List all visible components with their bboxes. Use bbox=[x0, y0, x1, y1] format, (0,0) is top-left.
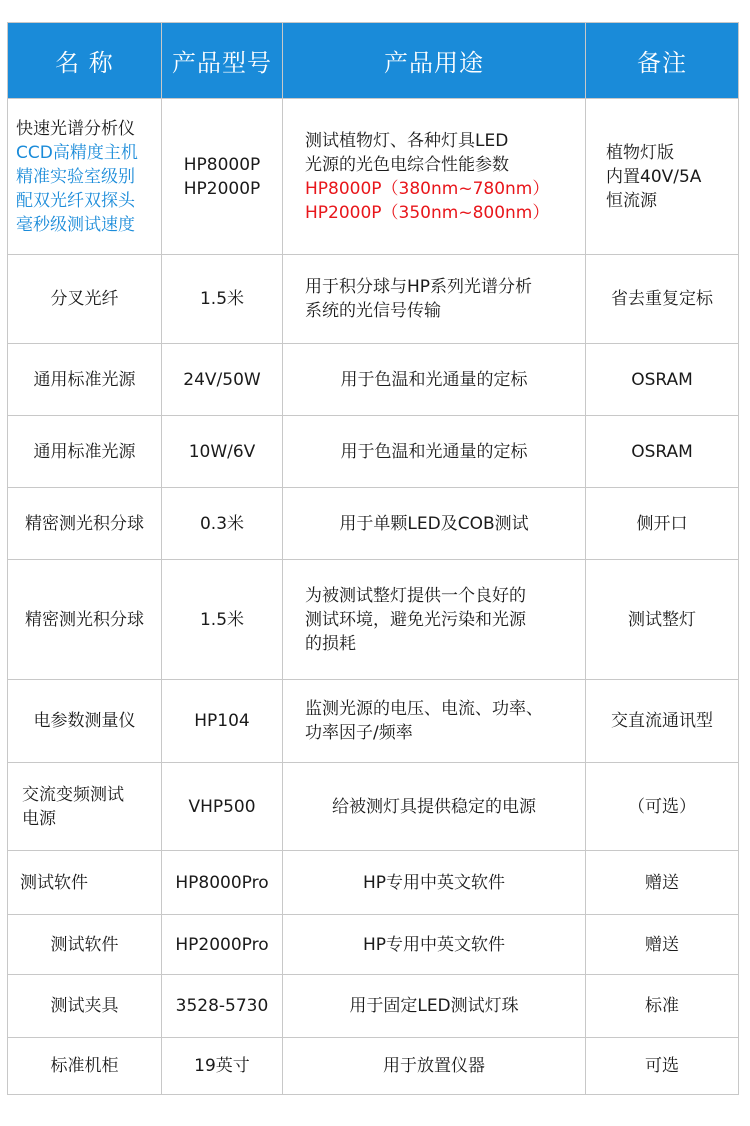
usage-line: 功率因子/频率 bbox=[305, 723, 413, 743]
product-table bbox=[7, 22, 739, 1095]
cell-name: 精密测光积分球 bbox=[8, 488, 162, 560]
cell-usage: HP专用中英文软件 bbox=[283, 915, 586, 975]
usage-line: 测试植物灯、各种灯具LED bbox=[305, 130, 509, 151]
note-line: 植物灯版 bbox=[606, 142, 674, 163]
cell-name: 通用标准光源 bbox=[8, 416, 162, 488]
header-name: 名 称 bbox=[8, 23, 162, 99]
usage-line: 光源的光色电综合性能参数 bbox=[305, 154, 509, 175]
table-row bbox=[8, 560, 739, 680]
cell-usage: 给被测灯具提供稳定的电源 bbox=[283, 763, 586, 851]
cell-name: 测试软件 bbox=[8, 851, 162, 915]
table-row bbox=[8, 255, 739, 344]
note-line: 内置40V/5A bbox=[606, 166, 702, 187]
table-row bbox=[8, 763, 739, 851]
table-row bbox=[8, 851, 739, 915]
cell-name: 标准机柜 bbox=[8, 1038, 162, 1095]
model-line: HP2000P bbox=[183, 178, 261, 199]
cell-model: 0.3米 bbox=[162, 488, 283, 560]
cell-note: 省去重复定标 bbox=[586, 255, 739, 344]
usage-line: 的损耗 bbox=[305, 633, 356, 654]
cell-note: 测试整灯 bbox=[586, 560, 739, 680]
cell-model bbox=[162, 99, 283, 255]
cell-name: 电参数测量仪 bbox=[8, 680, 162, 763]
cell-model: 3528-5730 bbox=[162, 975, 283, 1038]
cell-model: HP8000Pro bbox=[162, 851, 283, 915]
cell-model: HP2000Pro bbox=[162, 915, 283, 975]
header-model: 产品型号 bbox=[162, 23, 283, 99]
name-highlight-line: 毫秒级测试速度 bbox=[16, 214, 135, 235]
cell-name: 精密测光积分球 bbox=[8, 560, 162, 680]
usage-highlight-line: HP2000P（350nm~800nm） bbox=[305, 202, 550, 223]
header-usage: 产品用途 bbox=[283, 23, 586, 99]
model-line: HP8000P bbox=[183, 154, 261, 175]
cell-note: 赠送 bbox=[586, 915, 739, 975]
cell-name bbox=[8, 763, 162, 851]
cell-name: 测试软件 bbox=[8, 915, 162, 975]
table-row bbox=[8, 1038, 739, 1095]
name-highlight-line: 配双光纤双探头 bbox=[16, 190, 135, 211]
cell-note: 赠送 bbox=[586, 851, 739, 915]
cell-usage bbox=[283, 560, 586, 680]
name-highlight-line: CCD高精度主机 bbox=[16, 142, 138, 163]
cell-name: 测试夹具 bbox=[8, 975, 162, 1038]
header-note: 备注 bbox=[586, 23, 739, 99]
name-highlight-line: 精准实验室级别 bbox=[16, 166, 135, 187]
cell-note: OSRAM bbox=[586, 344, 739, 416]
table-row bbox=[8, 680, 739, 763]
cell-model: HP104 bbox=[162, 680, 283, 763]
usage-highlight-line: HP8000P（380nm~780nm） bbox=[305, 178, 550, 199]
cell-usage bbox=[283, 680, 586, 763]
cell-model: VHP500 bbox=[162, 763, 283, 851]
cell-name: 分叉光纤 bbox=[8, 255, 162, 344]
table-row bbox=[8, 416, 739, 488]
name-line: 电源 bbox=[22, 808, 56, 829]
table-row bbox=[8, 99, 739, 255]
note-line: 恒流源 bbox=[606, 190, 657, 211]
cell-note: 侧开口 bbox=[586, 488, 739, 560]
table-row bbox=[8, 344, 739, 416]
cell-usage: 用于单颗LED及COB测试 bbox=[283, 488, 586, 560]
name-line: 交流变频测试 bbox=[22, 784, 124, 805]
cell-model: 10W/6V bbox=[162, 416, 283, 488]
table-row bbox=[8, 975, 739, 1038]
cell-usage bbox=[283, 99, 586, 255]
cell-note: OSRAM bbox=[586, 416, 739, 488]
usage-line: 为被测试整灯提供一个良好的 bbox=[305, 585, 526, 606]
cell-note: （可选） bbox=[586, 763, 739, 851]
cell-name: 通用标准光源 bbox=[8, 344, 162, 416]
table-row bbox=[8, 488, 739, 560]
cell-name bbox=[8, 99, 162, 255]
cell-usage: HP专用中英文软件 bbox=[283, 851, 586, 915]
cell-note: 标准 bbox=[586, 975, 739, 1038]
usage-line: 用于积分球与HP系列光谱分析 bbox=[305, 277, 533, 297]
usage-line: 系统的光信号传输 bbox=[305, 301, 441, 321]
cell-usage bbox=[283, 255, 586, 344]
name-line: 快速光谱分析仪 bbox=[16, 118, 135, 139]
cell-model: 1.5米 bbox=[162, 255, 283, 344]
cell-usage: 用于放置仪器 bbox=[283, 1038, 586, 1095]
cell-usage: 用于固定LED测试灯珠 bbox=[283, 975, 586, 1038]
cell-model: 1.5米 bbox=[162, 560, 283, 680]
cell-note bbox=[586, 99, 739, 255]
cell-model: 24V/50W bbox=[162, 344, 283, 416]
cell-usage: 用于色温和光通量的定标 bbox=[283, 344, 586, 416]
cell-usage: 用于色温和光通量的定标 bbox=[283, 416, 586, 488]
cell-note: 可选 bbox=[586, 1038, 739, 1095]
cell-note: 交直流通讯型 bbox=[586, 680, 739, 763]
table-header-row bbox=[8, 23, 739, 99]
cell-model: 19英寸 bbox=[162, 1038, 283, 1095]
usage-line: 测试环境，避免光污染和光源 bbox=[305, 609, 526, 630]
usage-line: 监测光源的电压、电流、功率、 bbox=[305, 699, 543, 719]
table-row bbox=[8, 915, 739, 975]
